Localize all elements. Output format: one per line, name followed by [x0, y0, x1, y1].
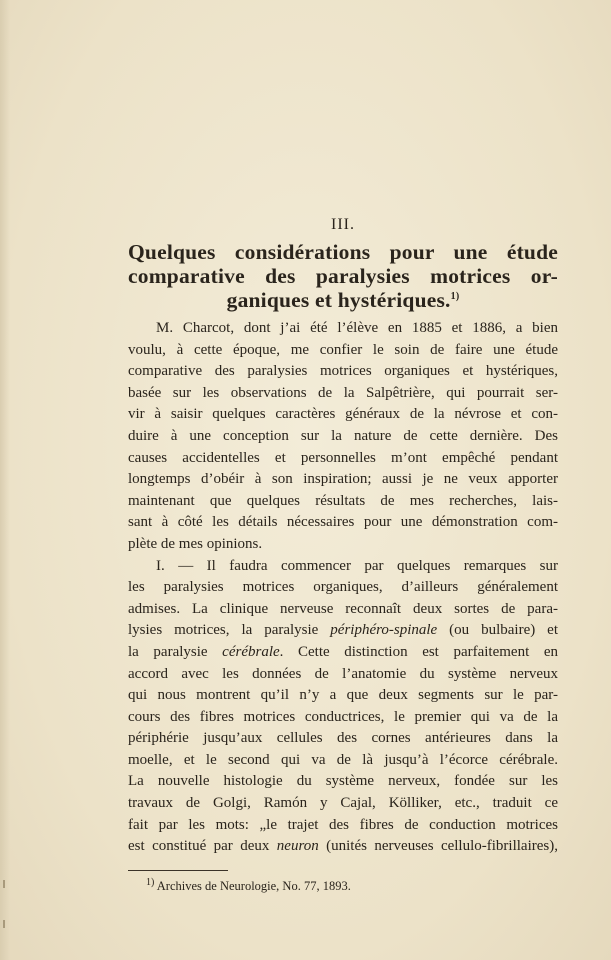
- text-line: vir à saisir quelques caractères généraux de la névrose et con-: [128, 406, 558, 423]
- text-line: moelle, et le second qui va de là jusqu’à l’écorce cérébrale.: [128, 751, 558, 768]
- text-line: comparative des paralysies motrices organiques et hystériques,: [128, 363, 558, 380]
- footnote-text: Archives de Neurologie, No. 77, 1893.: [154, 878, 351, 893]
- chapter-number: III.: [331, 216, 355, 233]
- italic-term: cérébrale: [222, 643, 280, 660]
- margin-mark: [3, 880, 5, 888]
- paragraph-2: [128, 556, 558, 858]
- title-line-2: comparative des paralysies motrices or-: [128, 264, 558, 288]
- text-line: admises. La clinique nerveuse reconnaît deux sortes de para-: [128, 600, 558, 617]
- text-line: longtemps d’obéir à son inspiration; aussi je ne veux apporter: [128, 471, 558, 488]
- footnote-separator: [128, 870, 228, 871]
- text-line: maintenant que quelques résultats de mes recherches, lais-: [128, 492, 558, 509]
- text-line: cours des fibres motrices conductrices, le premier qui va de la: [128, 708, 558, 725]
- italic-term: périphéro-spinale: [330, 622, 438, 639]
- title-line-1: Quelques considérations pour une étude: [128, 240, 558, 264]
- text-line: [128, 620, 558, 642]
- text-line: fait par les mots: „le trajet des fibres de conduction motrices: [128, 816, 558, 833]
- text-line: causes accidentelles et personnelles m’ont empêché pendant: [128, 449, 558, 466]
- text-line: I. — Il faudra commencer par quelques remarques sur: [156, 557, 558, 574]
- text-segment: est constitué par deux: [128, 838, 277, 855]
- page-gutter-shadow: [0, 0, 10, 960]
- body-text: [128, 318, 558, 858]
- title-line-3-text: ganiques et hystériques.: [226, 288, 451, 312]
- text-line: accord avec les données de l’anatomie du système nerveux: [128, 665, 558, 682]
- footnote: [128, 876, 558, 894]
- text-line: sant à côté les détails nécessaires pour une démonstration com-: [128, 514, 558, 531]
- text-segment: (unités nerveuses cellulo-fibrillaires),: [318, 838, 558, 855]
- text-line: travaux de Golgi, Ramón y Cajal, Kölliker, etc., traduit ce: [128, 795, 558, 812]
- text-segment: . Cette distinction est parfaitement en: [279, 643, 558, 660]
- text-line: La nouvelle histologie du système nerveux, fondée sur les: [128, 773, 558, 790]
- title-footnote-marker: 1): [450, 290, 460, 302]
- page-content: [128, 216, 558, 894]
- paragraph-1: [128, 318, 558, 556]
- text-line: plète de mes opinions.: [128, 535, 263, 552]
- text-line: qui nous montrent qu’il n’y a que deux segments sur le par-: [128, 687, 558, 704]
- footnote-marker: 1): [146, 876, 155, 888]
- chapter-title: [128, 240, 558, 312]
- text-segment: lysies motrices, la paralysie: [128, 622, 331, 639]
- text-segment: (ou bulbaire) et: [437, 622, 558, 639]
- text-segment: la paralysie: [128, 643, 223, 660]
- text-line: M. Charcot, dont j’ai été l’élève en 1885 et 1886, a bien: [156, 320, 558, 336]
- text-line: les paralysies motrices organiques, d’ailleurs généralement: [128, 579, 558, 596]
- text-line: voulu, à cette époque, me confier le soin de faire une étude: [128, 341, 558, 358]
- text-line: basée sur les observations de la Salpêtrière, qui pourrait ser-: [128, 384, 558, 401]
- text-line: périphérie jusqu’aux cellules des cornes antérieures dans la: [128, 730, 558, 747]
- text-line: [128, 642, 558, 664]
- title-line-3: [128, 288, 558, 312]
- margin-mark: [3, 920, 5, 928]
- italic-term: neuron: [276, 838, 319, 855]
- text-line: [128, 836, 558, 858]
- text-line: duire à une conception sur la nature de cette dernière. Des: [128, 427, 558, 444]
